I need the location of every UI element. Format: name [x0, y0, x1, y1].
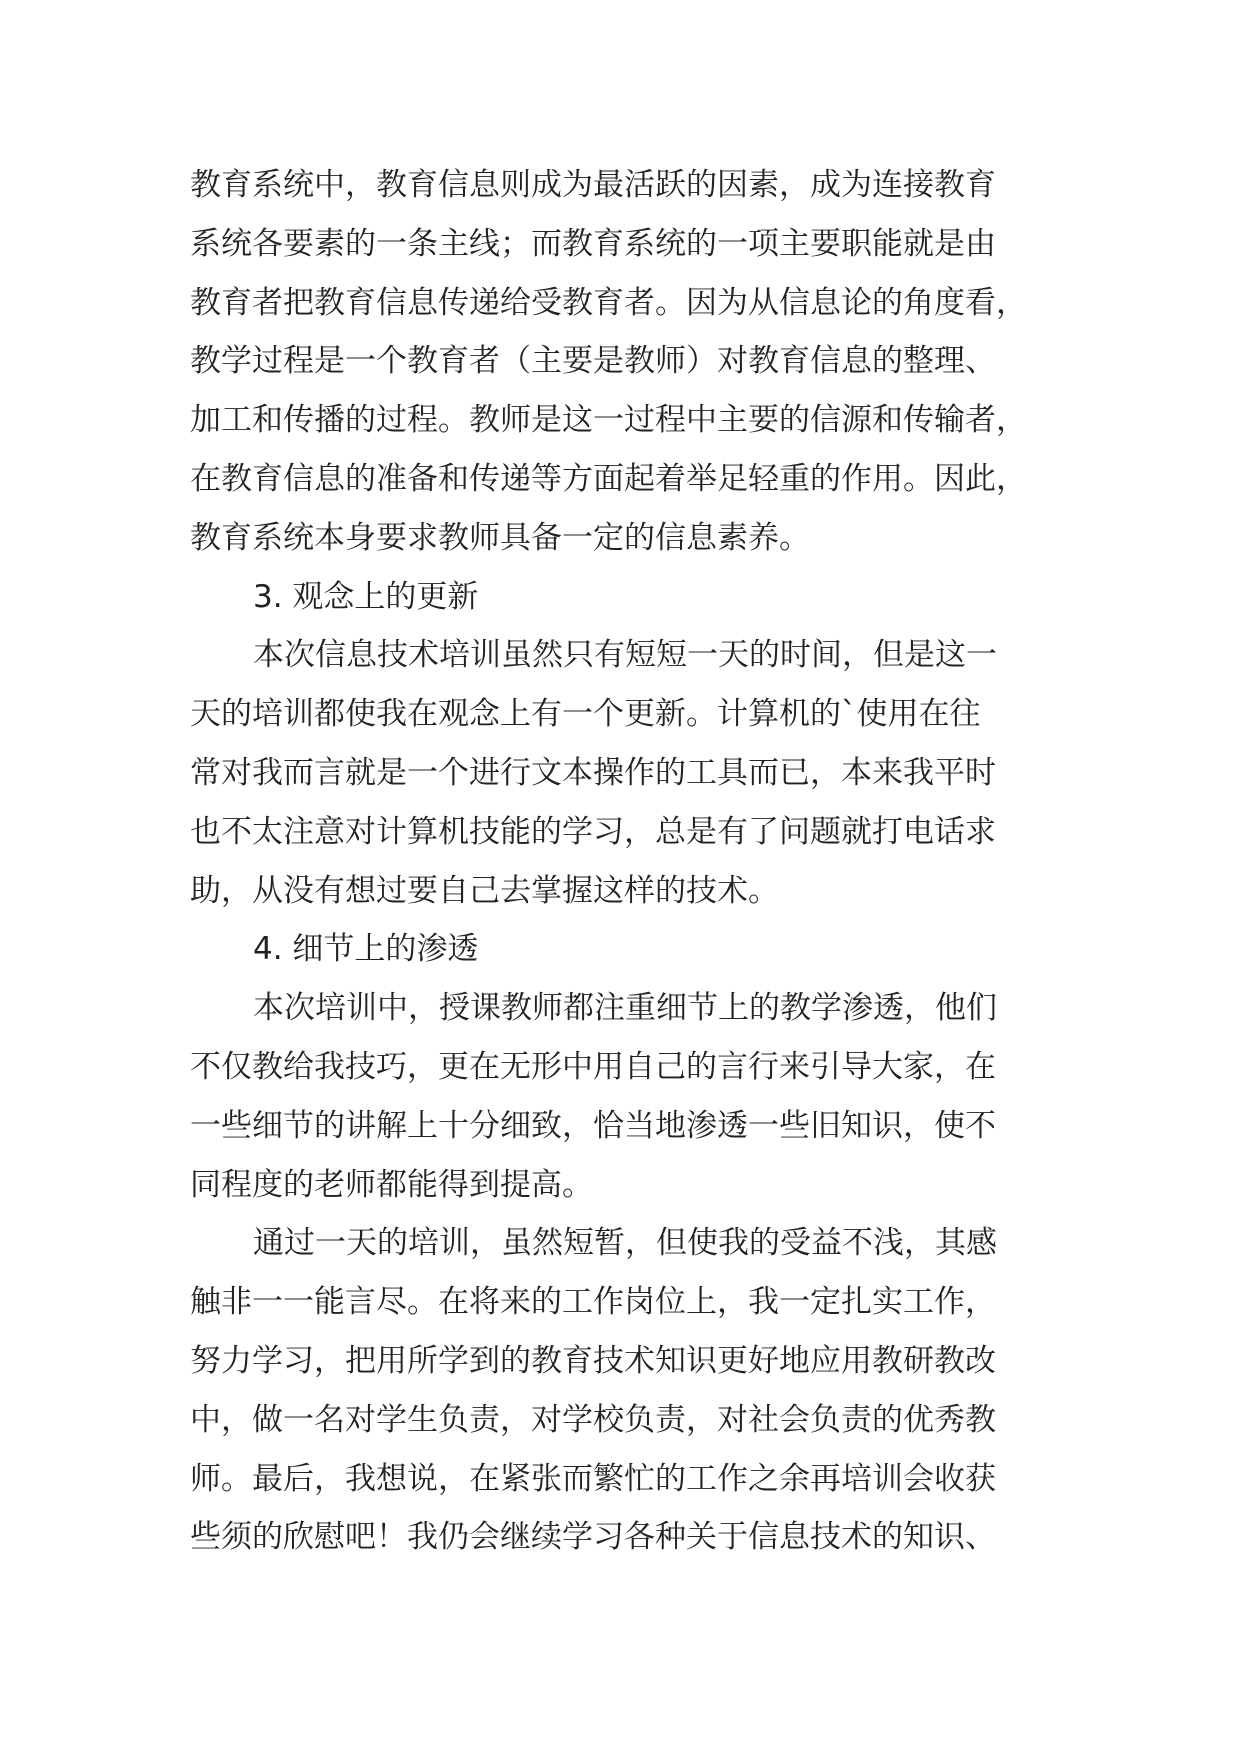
text-line: 触非一一能言尽。在将来的工作岗位上，我一定扎实工作，: [190, 1284, 996, 1321]
text-line: 中，做一名对学生负责，对学校负责，对社会负责的优秀教: [190, 1401, 996, 1438]
text-line: 通过一天的培训，虽然短暂，但使我的受益不浅，其感: [253, 1225, 997, 1262]
text-line: 在教育信息的准备和传递等方面起着举足轻重的作用。因此，: [190, 460, 1027, 497]
text-line: 天的培训都使我在观念上有一个更新。计算机的`使用在往: [190, 696, 981, 733]
text-line: 教育系统本身要求教师具备一定的信息素养。: [190, 519, 810, 556]
body-text: [190, 156, 1090, 1567]
text-line: 3. 观念上的更新: [253, 578, 479, 615]
text-line: 一些细节的讲解上十分细致，恰当地渗透一些旧知识，使不: [190, 1107, 996, 1144]
text-line: 本次培训中，授课教师都注重细节上的教学渗透，他们: [253, 990, 997, 1027]
text-line: 也不太注意对计算机技能的学习，总是有了问题就打电话求: [190, 813, 996, 850]
text-line: 些须的欣慰吧！我仍会继续学习各种关于信息技术的知识、: [190, 1519, 996, 1556]
text-line: 同程度的老师都能得到提高。: [190, 1166, 593, 1203]
text-line: 系统各要素的一条主线；而教育系统的一项主要职能就是由: [190, 225, 996, 262]
text-line: 加工和传播的过程。教师是这一过程中主要的信源和传输者，: [190, 402, 1027, 439]
text-line: 努力学习，把用所学到的教育技术知识更好地应用教研教改: [190, 1342, 996, 1379]
text-line: 本次信息技术培训虽然只有短短一天的时间，但是这一: [253, 637, 997, 674]
text-line: 教育系统中，教育信息则成为最活跃的因素，成为连接教育: [190, 167, 996, 203]
text-line: 4. 细节上的渗透: [253, 931, 479, 968]
text-line: 师。最后，我想说，在紧张而繁忙的工作之余再培训会收获: [190, 1460, 996, 1497]
text-line: 教学过程是一个教育者（主要是教师）对教育信息的整理、: [190, 343, 996, 380]
text-line: 常对我而言就是一个进行文本操作的工具而已，本来我平时: [190, 754, 996, 791]
text-line: 助，从没有想过要自己去掌握这样的技术。: [190, 872, 779, 909]
text-line: 不仅教给我技巧，更在无形中用自己的言行来引导大家，在: [190, 1048, 996, 1085]
text-line: 教育者把教育信息传递给受教育者。因为从信息论的角度看，: [190, 284, 1027, 321]
